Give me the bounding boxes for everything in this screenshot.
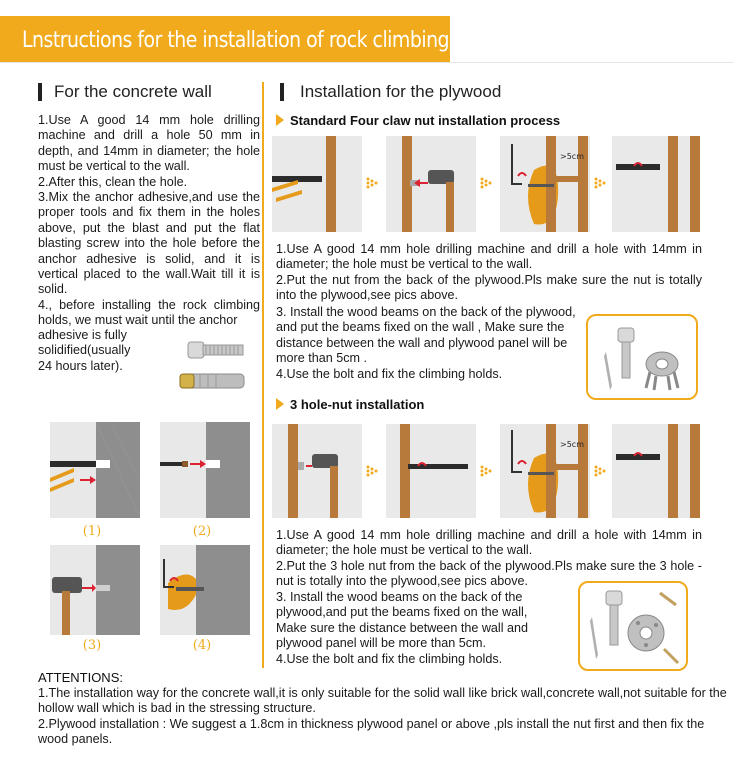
four-claw-step-3-line-3: distance between the wall and plywood panel will be — [276, 335, 568, 350]
page-title: Lnstructions for the installation of rock climbing holds — [22, 28, 503, 53]
four-claw-step-2: 2.Put the nut from the back of the plywood.Pls make sure the nut is totally into the plywood,see pics above. — [276, 272, 702, 303]
distance-label: >5cm — [560, 440, 584, 449]
concrete-steps — [38, 113, 260, 329]
distance-label: >5cm — [560, 152, 584, 161]
four-claw-step-3-line-1: 3. Install the wood beams on the back of the plywood, — [276, 305, 576, 319]
attentions-heading: ATTENTIONS: — [38, 670, 123, 685]
four-claw-title: Standard Four claw nut installation process — [290, 113, 561, 128]
four-claw-step-3-line-4: more than 5cm . — [276, 351, 367, 366]
three-hole-pic-1 — [272, 424, 362, 518]
concrete-step-1: 1.Use A good 14 mm hole drilling machine and drill a hole 50 mm in depth, and 14mm in diameter; the hole must be vertical to the wall. — [38, 113, 260, 174]
caption-1: (1) — [82, 524, 102, 539]
concrete-pic-1 — [50, 422, 140, 518]
four-claw-steps-narrow — [276, 305, 588, 382]
three-hole-nut-image — [578, 581, 688, 671]
four-claw-pic-4 — [612, 136, 700, 232]
three-hole-step-3-line-3: Make sure the distance between the wall and — [276, 620, 529, 635]
concrete-step-4-tail — [38, 328, 168, 374]
three-hole-pic-3 — [500, 424, 590, 518]
column-divider — [262, 82, 264, 668]
concrete-step-4-line-3: 24 hours later). — [38, 358, 123, 373]
step-arrow — [594, 176, 612, 195]
four-claw-pic-3 — [500, 136, 590, 232]
concrete-step-4: 4., before installing the rock climbing holds, we must wait until the anchor — [38, 297, 260, 328]
four-claw-step-1: 1.Use A good 14 mm hole drilling machine and drill a hole with 14mm in diameter; the hole must be vertical to the wall. — [276, 242, 702, 272]
concrete-step-2: 2.After this, clean the hole. — [38, 174, 188, 189]
three-hole-steps-narrow — [276, 590, 574, 652]
three-hole-pic-4 — [612, 424, 700, 518]
three-hole-step-3-line-1: 3. Install the wood beams on the back of the — [276, 590, 523, 604]
four-claw-pic-1 — [272, 136, 362, 232]
attention-1: 1.The installation way for the concrete wall,it is only suitable for the solid wall like brick wall,concrete wall,not suitable for the hollow wall which is bad in the stressing structure. — [38, 686, 727, 716]
caption-2: (2) — [192, 524, 212, 539]
section-marker — [38, 83, 42, 101]
caption-4: (4) — [192, 638, 212, 653]
anchor-bolt-image — [170, 330, 256, 402]
three-hole-step-1: 1.Use A good 14 mm hole drilling machine and drill a hole with 14mm in diameter; the hole must be vertical to the wall. — [276, 528, 702, 558]
step-arrow — [594, 464, 612, 483]
concrete-pic-4 — [160, 545, 250, 635]
banner-rule — [0, 62, 734, 63]
concrete-pic-3 — [50, 545, 140, 635]
concrete-step-4-line-2: solidified(usually — [38, 343, 131, 358]
three-hole-pic-2 — [386, 424, 476, 518]
concrete-pic-2 — [160, 422, 250, 518]
three-hole-step-3-line-4: plywood panel will be more than 5cm. — [276, 636, 487, 651]
caption-3: (3) — [82, 638, 102, 653]
four-claw-pic-2 — [386, 136, 476, 232]
step-arrow — [366, 176, 384, 195]
plywood-heading: Installation for the plywood — [300, 82, 502, 101]
four-claw-nut-image — [586, 314, 698, 400]
step-arrow — [480, 464, 498, 483]
three-hole-title: 3 hole-nut installation — [290, 397, 425, 412]
attention-2: 2.Plywood installation : We suggest a 1.8cm in thickness plywood panel or above ,pls install the nut first and then fix the wood panels. — [38, 716, 705, 747]
concrete-step-3: 3.Mix the anchor adhesive,and use the proper tools and fix them in the holes above, put the blast and put the flat blasting screw into the hole before the anchor adhesive is solid, and it is vertical placed to the wall.Wait till it is solid. — [38, 190, 260, 297]
three-hole-step-2: 2.Put the 3 hole nut from the back of the plywood.Pls make sure the 3 hole -nut is totally into the plywood,see pics above. — [276, 558, 702, 589]
three-hole-step-3-line-2: plywood,and put the beams fixed on the wall, — [276, 605, 528, 620]
concrete-heading: For the concrete wall — [54, 82, 212, 101]
concrete-step-4-line-1: adhesive is fully — [38, 328, 127, 342]
section-marker-plywood — [280, 83, 284, 101]
subsection-marker — [276, 114, 284, 126]
attentions-text — [38, 686, 728, 748]
step-arrow — [366, 464, 384, 483]
four-claw-step-4: 4.Use the bolt and fix the climbing holds. — [276, 366, 503, 381]
four-claw-step-3-line-2: and put the beams fixed on the wall , Make sure the — [276, 320, 565, 335]
step-arrow — [480, 176, 498, 195]
subsection-marker — [276, 398, 284, 410]
four-claw-steps — [276, 242, 702, 304]
three-hole-step-4: 4.Use the bolt and fix the climbing holds. — [276, 652, 503, 666]
